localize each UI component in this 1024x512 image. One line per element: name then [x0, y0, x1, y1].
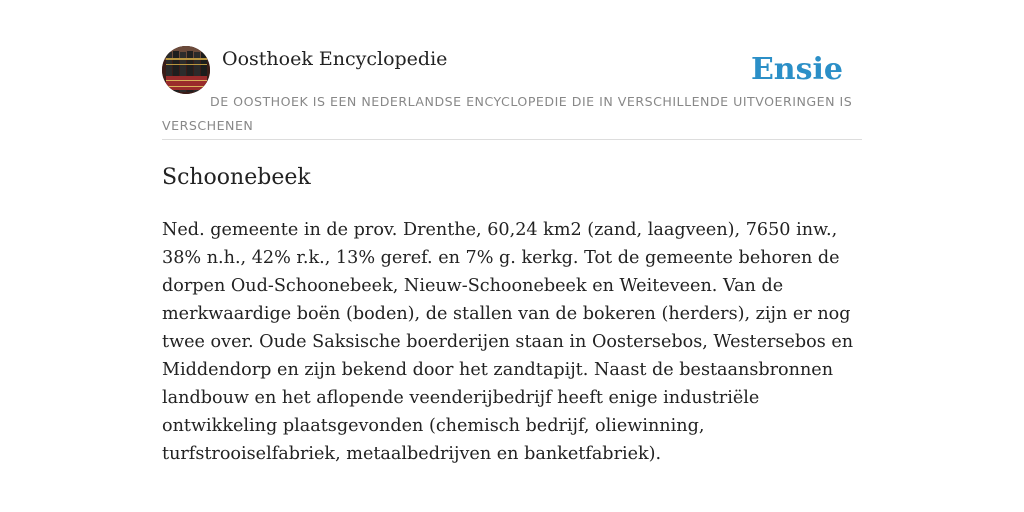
article-title: Schoonebeek [162, 165, 311, 190]
site-header [162, 46, 862, 140]
site-tagline: DE OOSTHOEK IS EEN NEDERLANDSE ENCYCLOPEDIE DIE IN VERSCHILLENDE UITVOERINGEN IS VERSCHENEN [162, 94, 853, 133]
book-spines-icon[interactable] [162, 46, 210, 94]
brand-logo[interactable]: Ensie [750, 52, 843, 87]
article-body: Ned. gemeente in de prov. Drenthe, 60,24 km2 (zand, laagveen), 7650 inw., 38% n.h., 42% r.k., 13% geref. en 7% g. kerkg. Tot de gemeente behoren de dorpen Oud-Schoonebeek, Nieuw-Schoonebeek en Weiteveen. Van de merkwaardige boën (boden), de stallen van de bokeren (herders), zijn er nog twee over. Oude Saksische boerderijen staan in Oostersebos, Westersebos en Middendorp en zijn bekend door het zandtapijt. Naast de bestaansbronnen landbouw en het aflopende veenderijbedrijf heeft enige industriële ontwikkeling plaatsgevonden (chemisch bedrijf, oliewinning, turfstrooiselfabriek, metaalbedrijven en banketfabriek). [162, 220, 854, 464]
site-name[interactable]: Oosthoek Encyclopedie [222, 48, 448, 70]
